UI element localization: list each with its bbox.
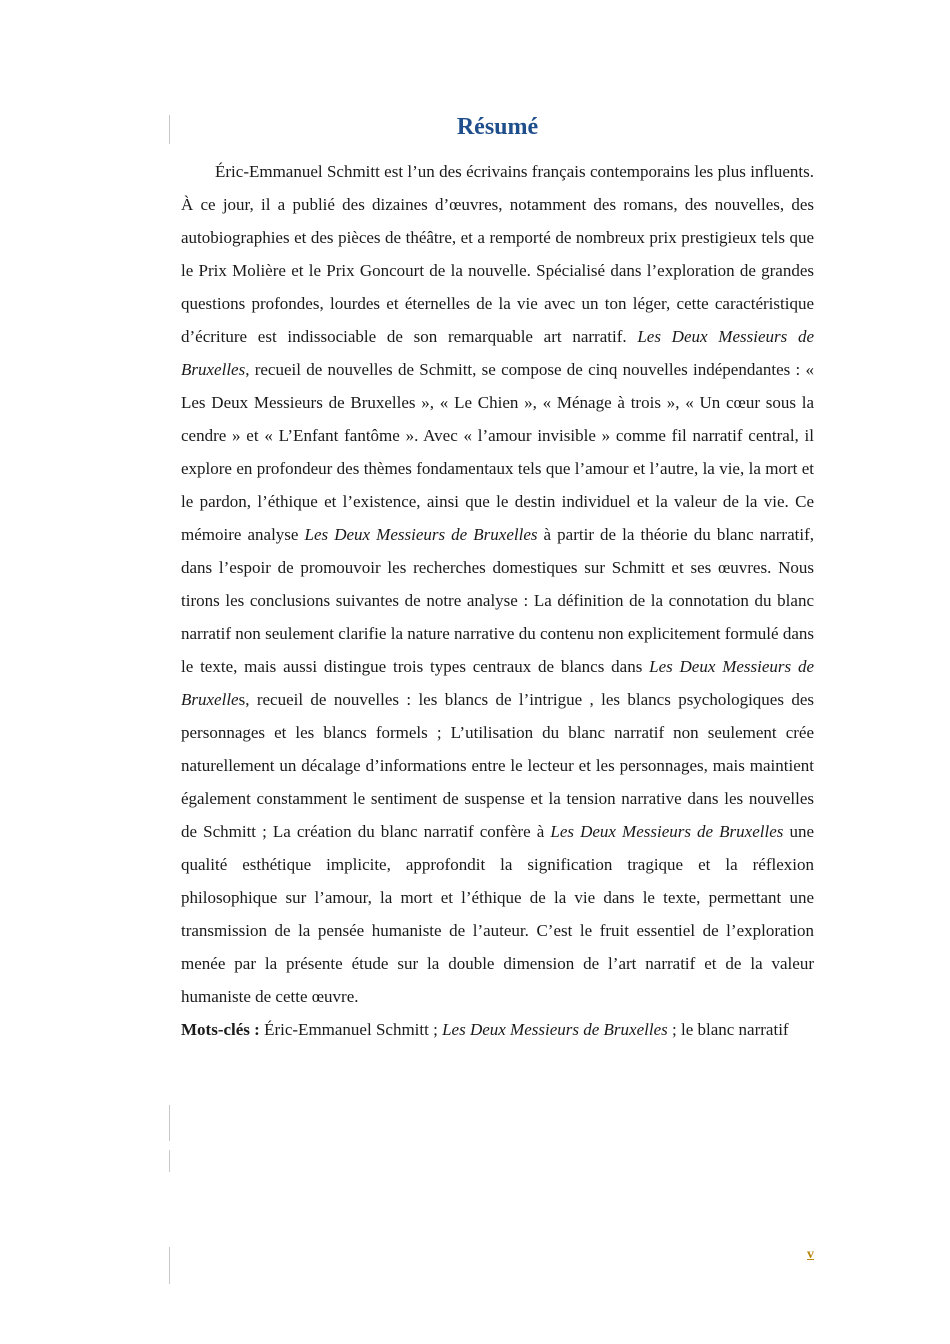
keyword-1: Éric-Emmanuel Schmitt ; <box>259 1020 443 1039</box>
abstract-body <box>181 155 814 1046</box>
keyword-3: ; le blanc narratif <box>667 1020 789 1039</box>
keywords-label: Mots-clés : <box>181 1020 260 1039</box>
book-title: Les Deux Messieurs de Bruxelles <box>304 525 538 544</box>
keywords-paragraph <box>181 1013 814 1046</box>
margin-mark-bottom <box>169 1247 170 1284</box>
abstract-text-1: Éric-Emmanuel Schmitt est l’un des écrivains français contemporains les plus influents. À ce jour, il a publié des dizaines d’œuvres, notamment des romans, des nouvelles, des autobiographies et des pièces de théâtre, et a remporté de nombreux prix prestigieux tels que le Prix Molière et le Prix Goncourt de la nouvelle. Spécialisé dans l’exploration de grandes questions profondes, lourdes et éternelles de la vie avec un ton léger, cette caractéristique d’écriture est indissociable de son remarquable art narratif. <box>181 162 814 346</box>
abstract-text-4: s, recueil de nouvelles : les blancs de l’intrigue , les blancs psychologiques des personnages et les blancs formels ; L’utilisation du blanc narratif non seulement crée naturellement un décalage d’informations entre le lecteur et les personnages, mais maintient également constamment le sentiment de suspense et la tension narrative dans les nouvelles de Schmitt ; La création du blanc narratif confère à <box>181 690 814 841</box>
abstract-text-3: à partir de la théorie du blanc narratif, dans l’espoir de promouvoir les recherches domestiques sur Schmitt et ses œuvres. Nous tirons les conclusions suivantes de notre analyse : La définition de la connotation du blanc narratif non seulement clarifie la nature narrative du contenu non explicitement formulé dans le texte, mais aussi distingue trois types centraux de blancs dans <box>181 525 814 676</box>
abstract-text-5: une qualité esthétique implicite, approfondit la signification tragique et la réflexion philosophique sur l’amour, la mort et l’éthique de la vie dans le texte, permettant une transmission de la pensée humaniste de l’auteur. C’est le fruit essentiel de l’exploration menée par la présente étude sur la double dimension de l’art narratif et de la valeur humaniste de cette œuvre. <box>181 822 814 1006</box>
abstract-text-2: , recueil de nouvelles de Schmitt, se compose de cinq nouvelles indépendantes : « Les Deux Messieurs de Bruxelles », « Le Chien », « Ménage à trois », « Un cœur sous la cendre » et « L’Enfant fantôme ». Avec « l’amour invisible » comme fil narratif central, il explore en profondeur des thèmes fondamentaux tels que l’amour et l’autre, la vie, la mort et le pardon, l’éthique et l’existence, ainsi que le destin individuel et la valeur de la vie. Ce mémoire analyse <box>181 360 814 544</box>
book-title: Les Deux Messieurs de Bruxelles <box>550 822 784 841</box>
margin-mark-lower <box>169 1150 170 1172</box>
book-title: Les Deux Messieurs de Bruxelle <box>181 657 814 709</box>
margin-mark-middle <box>169 1105 170 1141</box>
page-title: Résumé <box>456 114 539 140</box>
keyword-2: Les Deux Messieurs de Bruxelles <box>442 1020 668 1039</box>
book-title: Les Deux Messieurs de Bruxelles <box>181 327 814 379</box>
margin-mark-top <box>169 115 170 144</box>
page-number: v <box>807 1247 814 1262</box>
abstract-paragraph <box>181 155 814 1013</box>
